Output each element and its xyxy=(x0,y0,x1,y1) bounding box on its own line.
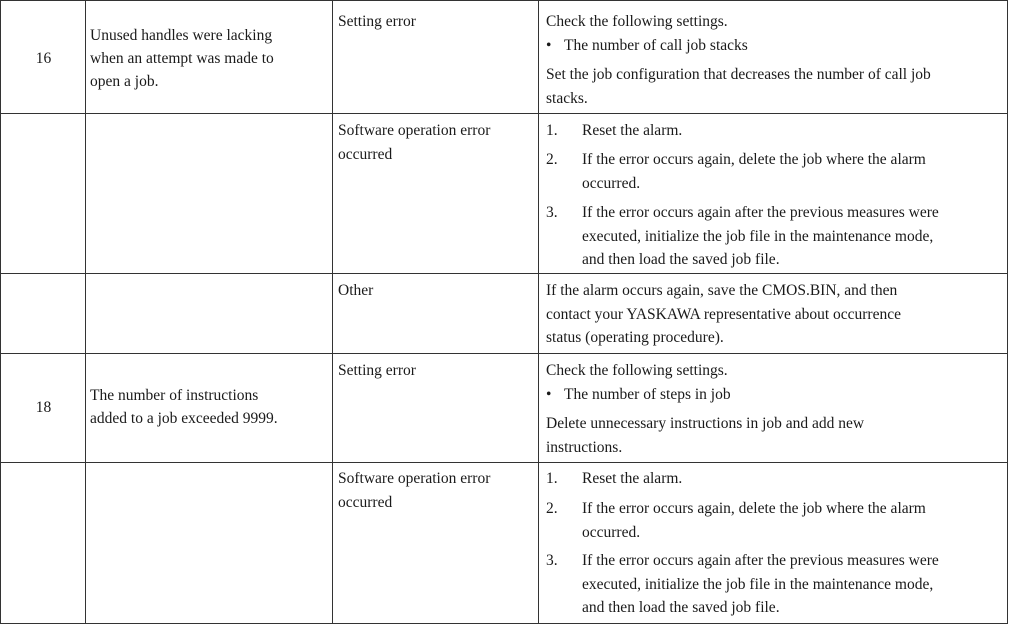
number-cell xyxy=(1,114,86,273)
event-text: The number of instructions added to a job exceeded 9999. xyxy=(90,387,278,427)
table-row xyxy=(1,274,1007,354)
event-cell xyxy=(86,114,333,273)
table-row xyxy=(1,354,1007,463)
number-cell xyxy=(1,274,86,353)
alarm-number: 16 xyxy=(35,50,52,67)
cause-cell xyxy=(333,1,539,113)
cause-text: Software operation error occurred xyxy=(338,122,491,163)
alarm-number: 18 xyxy=(35,399,52,416)
remedy-text: Check the following settings. • The number of steps in job Delete unnecessary instructions in job and add new instructions. xyxy=(546,359,999,459)
remedy-text: If the alarm occurs again, save the CMOS.BIN, and then contact your YASKAWA representative about occurrence status (operating procedure). xyxy=(546,282,901,346)
event-cell xyxy=(86,354,333,462)
event-text: Unused handles were lacking when an attempt was made to open a job. xyxy=(90,27,274,90)
number-cell xyxy=(1,463,86,623)
cause-text: Software operation error occurred xyxy=(338,470,491,511)
event-cell xyxy=(86,274,333,353)
table-row xyxy=(1,463,1007,623)
cause-text: Other xyxy=(338,282,374,299)
remedy-cell xyxy=(539,354,1007,462)
number-cell xyxy=(1,354,86,462)
cause-cell xyxy=(333,274,539,353)
cause-cell xyxy=(333,354,539,462)
remedy-cell xyxy=(539,274,1007,353)
remedy-cell xyxy=(539,1,1007,113)
remedy-cell: 1. Reset the alarm. 2. If the error occurs again, delete the job where the alarm occurred. 3. If the error occurs again after the previous measures were executed, initialize the job file in the maintenance mode, and then load the saved job file. xyxy=(546,470,939,616)
cause-text: Setting error xyxy=(338,13,416,30)
remedy-cell: 1. Reset the alarm. 2. If the error occurs again, delete the job where the alarm occurred. 3. If the error occurs again after the previous measures were executed, initialize the job file in the maintenance mode, and then load the saved job file. xyxy=(546,122,939,268)
table-row xyxy=(1,1,1007,114)
cause-cell xyxy=(333,463,539,623)
bullet-item: • The number of call job stacks xyxy=(546,36,748,54)
bullet-item: • The number of steps in job xyxy=(546,385,731,403)
number-cell xyxy=(1,1,86,113)
cause-text: Setting error xyxy=(338,362,416,379)
table-row xyxy=(1,114,1007,274)
cause-cell xyxy=(333,114,539,273)
remedy-text: Check the following settings. • The number of call job stacks Set the job configuration that decreases the number of call job stacks. xyxy=(546,10,999,110)
event-cell xyxy=(86,1,333,113)
event-cell xyxy=(86,463,333,623)
